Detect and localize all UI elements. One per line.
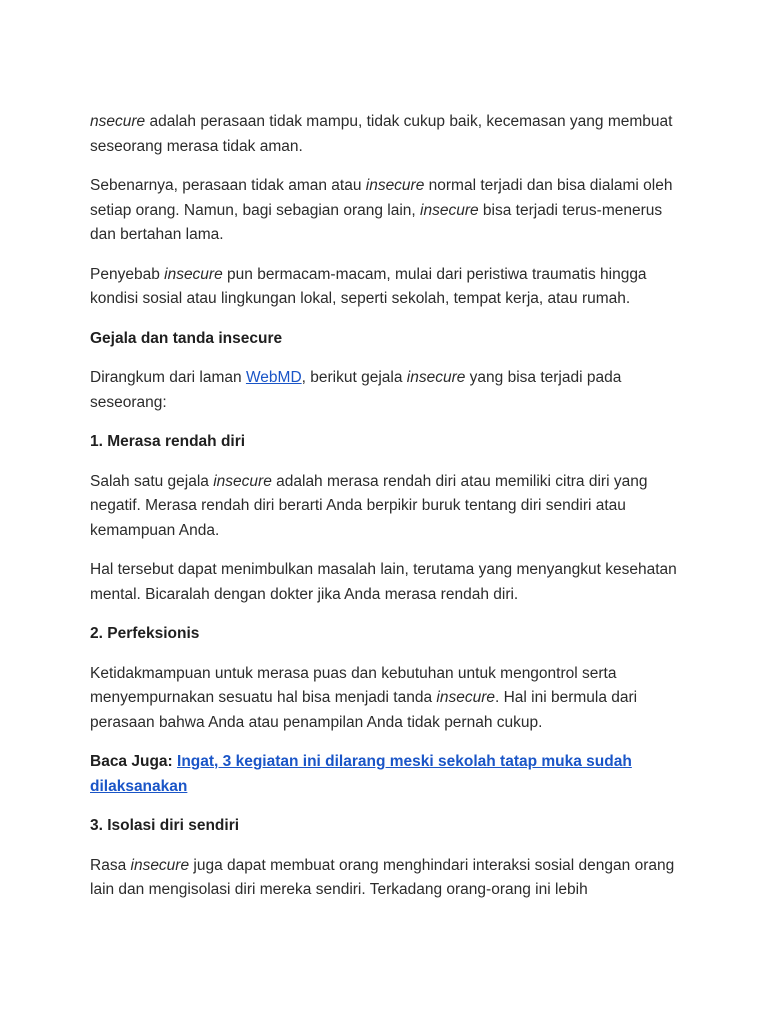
- paragraph-text: yang bisa terjadi pada seseorang:: [90, 369, 622, 411]
- paragraph-text: Penyebab: [90, 265, 165, 283]
- paragraph-text: , berikut gejala: [301, 369, 407, 386]
- paragraph-text: Rasa: [90, 856, 131, 874]
- paragraph-text: normal terjadi dan bisa dialami oleh setiap orang. Namun, bagi sebagian orang lain,: [90, 177, 673, 219]
- paragraph-text: bisa terjadi terus-menerus dan bertahan lama.: [90, 201, 663, 243]
- italic-term: insecure: [420, 201, 479, 219]
- paragraph-text: Sebenarnya, perasaan tidak aman atau: [90, 177, 366, 194]
- section-heading: Gejala dan tanda insecure: [90, 329, 283, 347]
- paragraph-text: Hal tersebut dapat menimbulkan masalah lain, terutama yang menyangkut kesehatan mental. Bicaralah dengan dokter jika Anda merasa rendah diri.: [90, 561, 677, 603]
- paragraph-text: pun bermacam-macam, mulai dari peristiwa traumatis hingga kondisi sosial atau lingkungan lokal, seperti sekolah, tempat kerja, atau rumah.: [90, 265, 647, 307]
- paragraph-text: Dirangkum dari laman: [90, 369, 246, 386]
- italic-term: insecure: [130, 856, 190, 874]
- paragraph-text: adalah perasaan tidak mampu, tidak cukup baik, kecemasan yang membuat seseorang merasa tidak aman.: [90, 113, 673, 155]
- paragraph-intro-symptoms: [90, 366, 690, 415]
- baca-juga: [90, 750, 690, 799]
- italic-term: insecure: [436, 689, 495, 706]
- paragraph-text: adalah merasa rendah diri atau memiliki citra diri yang negatif. Merasa rendah diri berarti Anda berpikir buruk tentang diri sendiri atau kemampuan Anda.: [90, 472, 648, 539]
- italic-term: insecure: [365, 177, 425, 194]
- paragraph-low-self-esteem: [90, 470, 690, 544]
- italic-term: insecure: [164, 265, 223, 283]
- baca-juga-label: Baca Juga:: [90, 753, 173, 770]
- subheading-2: 2. Perfeksionis: [90, 625, 200, 642]
- paragraph-perfectionist: [90, 662, 690, 736]
- subheading-3: 3. Isolasi diri sendiri: [90, 817, 240, 834]
- italic-term: insecure: [406, 369, 466, 386]
- paragraph-text: Salah satu gejala: [90, 472, 214, 490]
- paragraph-normal: [90, 174, 690, 248]
- paragraph-text: Ketidakmampuan untuk merasa puas dan kebutuhan untuk mengontrol serta menyempurnakan sesuatu hal bisa menjadi tanda: [90, 664, 617, 706]
- article-body: [90, 110, 690, 918]
- italic-term: insecure: [213, 472, 272, 490]
- paragraph-definition: [90, 110, 690, 159]
- paragraph-text: . Hal ini bermula dari perasaan bahwa Anda atau penampilan Anda tidak pernah cukup.: [90, 689, 638, 731]
- paragraph-causes: [90, 263, 690, 312]
- paragraph-text: juga dapat membuat orang menghindari interaksi sosial dengan orang lain dan mengisolasi diri mereka sendiri. Terkadang orang-orang ini lebih: [90, 856, 675, 898]
- baca-juga-link[interactable]: Ingat, 3 kegiatan ini dilarang meski sekolah tatap muka sudah dilaksanakan: [90, 753, 632, 795]
- paragraph-isolation: [90, 854, 690, 903]
- paragraph-mental-health: [90, 558, 690, 607]
- subheading-1: 1. Merasa rendah diri: [90, 433, 246, 450]
- webmd-link[interactable]: WebMD: [245, 369, 302, 386]
- italic-term: nsecure: [90, 113, 146, 130]
